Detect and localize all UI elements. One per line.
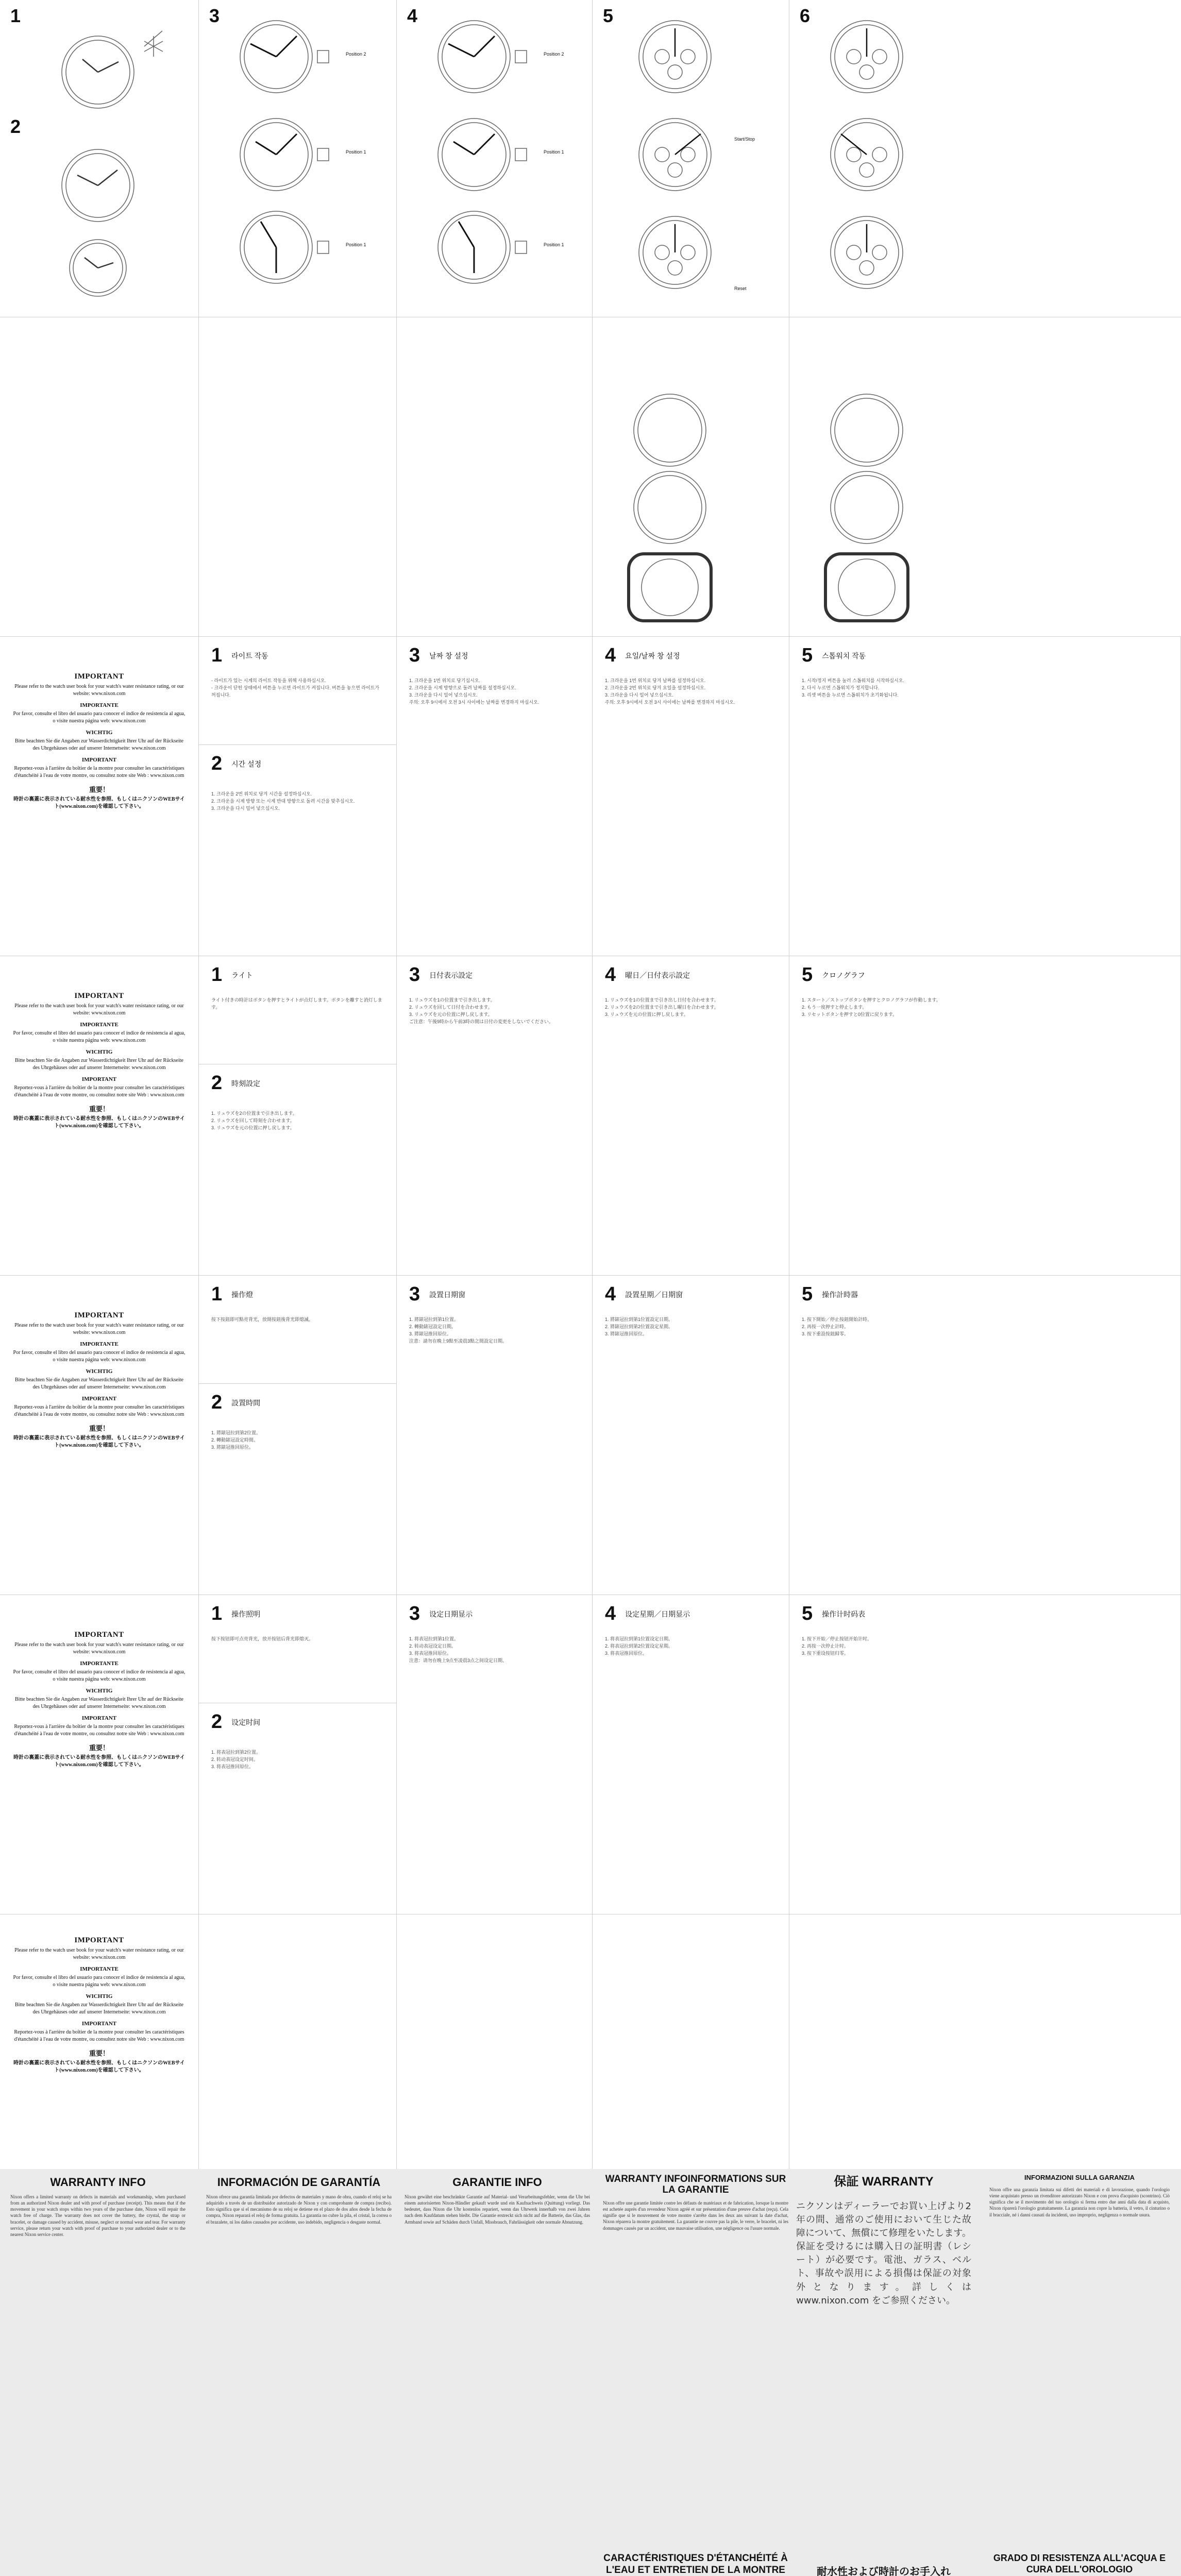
important-es: Por favor, consulte el libro del usuario para conocer el índice de resistencia al agua, o visite nuestra página web: www.nixon.com (13, 1030, 185, 1043)
important-jp: 時計の裏蓋に表示されている耐水性を参照、もしくはニクソンのWEBサイト(www.nixon.com)を確認して下さい。 (13, 2060, 185, 2073)
step-number: 3 (409, 1603, 420, 1624)
important-de-title: WICHTIG (86, 1368, 113, 1375)
important-fr-title: IMPORTANT (81, 1076, 117, 1082)
water-title-it: GRADO DI RESISTENZA ALL'ACQUA E CURA DELL'OROLOGIO (993, 2553, 1166, 2574)
step-header (802, 1283, 1175, 1306)
important-jp: 時計の裏蓋に表示されている耐水性を参照、もしくはニクソンのWEBサイト(www.nixon.com)を確認して下さい。 (13, 1435, 185, 1448)
important-fr-title: IMPORTANT (81, 757, 117, 763)
important-fr-title: IMPORTANT (81, 1396, 117, 1402)
dial-illustrations (810, 15, 975, 304)
empty-col (199, 317, 397, 636)
warranty-text: ニクソンはディーラーでお買い上げより2年の間、通常のご使用において生じた故障について、無償にて修理をいたします。保証を受けるには購入日の証明書（レシート）が必要です。電池、ガラス、ベルト、事故や誤用による損傷は保証の対象外となります。詳しくは www.nixon.com をご参照ください。 (796, 2201, 971, 2306)
position-label: Position 1 (346, 242, 366, 247)
important-block (12, 672, 186, 810)
step-number: 2 (10, 116, 21, 137)
important-col (0, 956, 199, 1275)
important-es-title: IMPORTANTE (80, 1022, 119, 1028)
position-label: Position 1 (346, 149, 366, 155)
col-6-dials (789, 317, 1181, 636)
step-title: 设定日期显示 (429, 1609, 473, 1618)
steps-1-2 (199, 1595, 397, 1914)
step-title: 操作计时码表 (822, 1609, 866, 1618)
step-text: 1. 將錶冠拉到第1位置設定日期。 2. 將錶冠拉到第2位置設定星期。 3. 將錶冠推回原位。 (605, 1317, 673, 1336)
step-title: 设定星期／日期显示 (625, 1609, 690, 1618)
step-title: 라이트 작동 (231, 651, 268, 660)
position-label: Position 1 (544, 149, 564, 155)
important-es-title: IMPORTANTE (80, 1966, 119, 1972)
step-col-3 (397, 956, 593, 1275)
step-number: 3 (409, 645, 420, 666)
dial-illustrations (41, 15, 175, 304)
language-section-chinese_simp (0, 1595, 1181, 1914)
important-title: IMPORTANT (74, 672, 124, 681)
language-section-korean (0, 636, 1181, 956)
important-jp-title: 重要！ (89, 1105, 109, 1113)
step-number: 1 (10, 5, 21, 26)
step-text: 1. 시작/정지 버튼을 눌러 스톱워치를 시작하십시오. 2. 다시 누르면 스톱워치가 정지합니다. 3. 리셋 버튼을 누르면 스톱워치가 초기화됩니다. (802, 678, 904, 698)
important-jp-title: 重要！ (89, 1744, 109, 1752)
step-text: 1. 크라운을 1번 위치로 당기십시오. 2. 크라운을 시계 방향으로 돌려 날짜를 설정하십시오. 3. 크라운을 다시 밀어 넣으십시오. 주의: 오후 9시에서 오전 3시 사이에는 날짜를 변경하지 마십시오. (409, 678, 539, 705)
step-text: 1. 크라운을 2번 위치로 당겨 시간을 설정하십시오. 2. 크라운을 시계 방향 또는 시계 반대 방향으로 돌려 시간을 맞추십시오. 3. 크라운을 다시 밀어 넣으십시오. (211, 791, 355, 811)
important-col (0, 636, 199, 956)
col-5 (593, 0, 789, 317)
important-title: IMPORTANT (74, 1311, 124, 1319)
dial-illustrations (613, 15, 778, 304)
step-header (211, 1072, 391, 1094)
step-text: 1. 按下開始／停止按鈕開始計時。 2. 再按一次停止計時。 3. 按下重設按鈕歸零。 (802, 1317, 872, 1336)
step-text: - 라이트가 있는 시계의 라이트 작동을 위해 사용하십시오. - 크라운이 닫힌 상태에서 버튼을 누르면 라이트가 켜집니다. 버튼을 놓으면 라이트가 꺼집니다. (211, 678, 380, 698)
important-jp: 時計の裏蓋に表示されている耐水性を参照、もしくはニクソンのWEBサイト(www.nixon.com)を確認して下さい。 (13, 796, 185, 809)
col-3 (199, 0, 397, 317)
start-stop-label: Start/Stop (734, 137, 755, 142)
step-header (605, 1603, 784, 1625)
step-number: 5 (603, 5, 614, 26)
steps-1-2 (199, 1275, 397, 1595)
step-header (409, 645, 587, 667)
warranty-title: WARRANTY INFOINFORMATIONS SUR LA GARANTIE (605, 2174, 786, 2195)
important-es-title: IMPORTANTE (80, 702, 119, 708)
step-header (802, 1603, 1175, 1625)
step-number: 4 (605, 645, 616, 666)
step-text: 1. 크라운을 1번 위치로 당겨 날짜를 설정하십시오. 2. 크라운을 2번 위치로 당겨 요일을 설정하십시오. 3. 크라운을 다시 밀어 넣으십시오. 주의: 오후 9시에서 오전 3시 사이에는 날짜를 변경하지 마십시오. (605, 678, 735, 705)
important-de-title: WICHTIG (86, 730, 113, 736)
warranty-text: Nixon offers a limited warranty on defects in materials and workmanship, when purchased from an authorized Nixon dealer and with proof of purchase (receipt). This means that if the movement in your watch stops within two years of the purchase date, Nixon will repair the watch free of charge. The warranty does not cover the battery, the crystal, the strap or bracelet, or damage caused by accident, misuse, neglect or normal wear and tear. For warranty service, please return your watch with proof of purchase to your authorized dealer or to the nearest Nixon service center. (10, 2194, 185, 2237)
step-header (605, 964, 784, 986)
important-block (12, 1311, 186, 1449)
step-header (211, 1392, 391, 1414)
empty-col (789, 1911, 1181, 2169)
step-text: ライト付きの時計はボタンを押すとライトが点灯します。ボタンを離すと消灯します。 (211, 997, 382, 1010)
warranty-text: Nixon gewährt eine beschränkte Garantie auf Material- und Verarbeitungsfehler, wenn die Uhr bei einem autorisierten Nixon-Händler gekauft wurde und ein Kaufnachweis (Quittung) vorliegt. Das bedeutet, dass Nixon die Uhr kostenlos repariert, wenn das Uhrwerk innerhalb von zwei Jahren nach dem Kaufdatum stehen bleibt. Die Garantie erstreckt sich nicht auf die Batterie, das Glas, das Armband sowie auf Schäden durch Unfall, Missbrauch, Fahrlässigkeit oder normale Abnutzung. (404, 2194, 590, 2225)
step-title: 操作計時器 (822, 1290, 858, 1299)
step-number: 2 (211, 753, 223, 774)
step-header (409, 1603, 587, 1625)
important-en: Please refer to the watch user book for your watch's water resistance rating, or our website: www.nixon.com (14, 1947, 184, 1960)
important-de: Bitte beachten Sie die Angaben zur Wasserdichtigkeit Ihrer Uhr auf der Rückseite des Uhrgehäuses oder auf unserer Internetseite: www.nixon.com (15, 1377, 183, 1390)
important-de: Bitte beachten Sie die Angaben zur Wasserdichtigkeit Ihrer Uhr auf der Rückseite des Uhrgehäuses oder auf unserer Internetseite: www.nixon.com (15, 738, 183, 751)
important-es: Por favor, consulte el libro del usuario para conocer el índice de resistencia al agua, o visite nuestra página web: www.nixon.com (13, 1669, 185, 1682)
col-4 (397, 0, 593, 317)
step-header (802, 964, 1175, 986)
step-number: 4 (605, 964, 616, 986)
warranty-title: 保証 WARRANTY (834, 2175, 934, 2189)
step-header (211, 1283, 391, 1306)
step-col-5 (789, 1275, 1181, 1595)
divider (199, 1383, 396, 1384)
warranty-title: GARANTIE INFO (452, 2176, 542, 2189)
warranty-text: Nixon offre une garantie limitée contre les défauts de matériaux et de fabrication, lorsque la montre est achetée auprès d'un revendeur Nixon agréé et sur présentation d'une preuve d'achat (reçu). Cela signifie que si le mouvement de votre montre s'arrête dans les deux ans suivant la date d'achat, Nixon réparera la montre gratuitement. La garantie ne couvre pas la pile, le verre, le bracelet, ni les dommages causés par un accident, une mauvaise utilisation, une négligence ou l'usure normale. (603, 2200, 788, 2231)
important-fr: Reportez-vous à l'arrière du boîtier de la montre pour consulter les caractéristiques d'étanchéité à l'eau de votre montre, ou consultez notre site Web : www.nixon.com (14, 1724, 184, 1737)
step-number: 1 (211, 964, 223, 986)
warranty-title: WARRANTY INFO (50, 2176, 146, 2189)
step-title: 스톱워치 작동 (822, 651, 866, 660)
step-title: クロノグラフ (822, 971, 865, 979)
important-col (0, 1911, 199, 2169)
step-title: 날짜 창 설정 (429, 651, 468, 660)
final-important-row (0, 1911, 1181, 2170)
col-6 (789, 0, 1181, 317)
step-title: 設置日期窗 (429, 1290, 466, 1299)
step-header (211, 964, 391, 986)
empty-col (199, 1911, 397, 2169)
step-number: 1 (211, 1603, 223, 1624)
important-de-title: WICHTIG (86, 1688, 113, 1694)
step-header (802, 645, 1175, 667)
step-number: 4 (605, 1603, 616, 1624)
important-de: Bitte beachten Sie die Angaben zur Wasserdichtigkeit Ihrer Uhr auf der Rückseite des Uhrgehäuses oder auf unserer Internetseite: www.nixon.com (15, 1697, 183, 1709)
step-text: 1. 將錶冠拉到第2位置。 2. 轉動錶冠設定時間。 3. 將錶冠推回原位。 (211, 1430, 261, 1450)
step-number: 1 (211, 645, 223, 666)
warranty-text: Nixon offre una garanzia limitata sui difetti dei materiali e di lavorazione, quando l'orologio viene acquistato presso un rivenditore autorizzato Nixon e con prova d'acquisto (scontrino). Ciò significa che se il movimento del tuo orologio si ferma entro due anni dalla data di acquisto, Nixon riparerà l'orologio gratuitamente. La garanzia non copre la batteria, il vetro, il cinturino o il bracciale, né i danni causati da incidenti, uso improprio, negligenza o normale usura. (989, 2187, 1170, 2217)
step-text: 1. 将表冠拉到第2位置。 2. 转动表冠设定时间。 3. 将表冠推回原位。 (211, 1750, 261, 1769)
step-number: 2 (211, 1711, 223, 1733)
important-title: IMPORTANT (74, 1936, 124, 1944)
step-col-5 (789, 1595, 1181, 1914)
important-fr: Reportez-vous à l'arrière du boîtier de la montre pour consulter les caractéristiques d'étanchéité à l'eau de votre montre, ou consultez notre site Web : www.nixon.com (14, 766, 184, 778)
important-block (12, 1631, 186, 1768)
step-col-4 (593, 636, 789, 956)
important-en: Please refer to the watch user book for your watch's water resistance rating, or our website: www.nixon.com (14, 684, 184, 697)
step-number: 4 (605, 1283, 616, 1305)
important-fr-title: IMPORTANT (81, 1715, 117, 1721)
step-number: 5 (802, 1283, 813, 1305)
divider (199, 744, 396, 745)
important-es: Por favor, consulte el libro del usuario para conocer el índice de resistencia al agua, o visite nuestra página web: www.nixon.com (13, 1350, 185, 1363)
step-number: 3 (209, 5, 220, 26)
step-number: 4 (407, 5, 418, 26)
step-text: 1. リュウズを1の位置まで引き出し日付を合わせます。 2. リュウズを2の位置まで引き出し曜日を合わせます。 3. リュウズを元の位置に押し戻します。 (605, 997, 719, 1017)
warranty-title: INFORMACIÓN DE GARANTÍA (217, 2176, 381, 2189)
step-header (211, 753, 391, 775)
dial-row (0, 0, 1181, 317)
step-text: 1. 按下开始／停止按钮开始计时。 2. 再按一次停止计时。 3. 按下重设按钮归零。 (802, 1636, 872, 1656)
col-1 (0, 0, 199, 317)
empty-col (397, 317, 593, 636)
step-header (605, 1283, 784, 1306)
important-jp-title: 重要！ (89, 1425, 109, 1432)
empty-col (397, 1911, 593, 2169)
step-title: 시간 설정 (231, 759, 262, 768)
step-number: 3 (409, 1283, 420, 1305)
step-number: 1 (211, 1283, 223, 1305)
language-section-japanese (0, 956, 1181, 1276)
step-title: 操作照明 (231, 1609, 261, 1618)
important-fr: Reportez-vous à l'arrière du boîtier de la montre pour consulter les caractéristiques d'étanchéité à l'eau de votre montre, ou consultez notre site Web : www.nixon.com (14, 2029, 184, 2042)
step-text: 1. 将表冠拉到第1位置。 2. 转动表冠设定日期。 3. 将表冠推回原位。 注意：请勿在晚上9点至凌晨3点之间设定日期。 (409, 1636, 508, 1663)
step-header (409, 964, 587, 986)
important-en: Please refer to the watch user book for your watch's water resistance rating, or our website: www.nixon.com (14, 1003, 184, 1016)
step-col-5 (789, 636, 1181, 956)
empty-col (0, 317, 199, 636)
step-title: 設置星期／日期窗 (625, 1290, 683, 1299)
important-fr-title: IMPORTANT (81, 2021, 117, 2027)
chronograph-illustrations (810, 389, 965, 631)
important-de: Bitte beachten Sie die Angaben zur Wasserdichtigkeit Ihrer Uhr auf der Rückseite des Uhrgehäuses oder auf unserer Internetseite: www.nixon.com (15, 1058, 183, 1071)
step-header (211, 1711, 391, 1733)
important-jp-title: 重要！ (89, 786, 109, 793)
important-jp: 時計の裏蓋に表示されている耐水性を参照、もしくはニクソンのWEBサイト(www.nixon.com)を確認して下さい。 (13, 1116, 185, 1129)
step-number: 3 (409, 964, 420, 986)
empty-col (593, 1911, 789, 2169)
warranty-title: INFORMAZIONI SULLA GARANZIA (1024, 2174, 1135, 2181)
step-header (211, 645, 391, 667)
step-col-4 (593, 1275, 789, 1595)
step-header (409, 1283, 587, 1306)
important-title: IMPORTANT (74, 992, 124, 1000)
step-title: 曜日／日付表示設定 (625, 971, 690, 979)
step-title: 요일/날짜 창 설정 (625, 651, 680, 660)
step-number: 5 (802, 645, 813, 666)
step-text: 1. スタート／ストップボタンを押すとクロノグラフが作動します。 2. もう一度押すと停止します。 3. リセットボタンを押すと0位置に戻ります。 (802, 997, 941, 1017)
chronograph-illustrations (613, 389, 768, 631)
step-title: 時刻設定 (231, 1079, 261, 1088)
step-text: 按下按鈕即可點亮背光，放開按鈕後背光即熄滅。 (211, 1317, 314, 1322)
important-es-title: IMPORTANTE (80, 1660, 119, 1667)
important-jp-title: 重要！ (89, 2049, 109, 2057)
step-number: 2 (211, 1072, 223, 1094)
step-title: 操作燈 (231, 1290, 254, 1299)
steps-1-2 (199, 636, 397, 956)
important-es-title: IMPORTANTE (80, 1341, 119, 1347)
dial-illustrations (417, 15, 582, 304)
important-fr: Reportez-vous à l'arrière du boîtier de la montre pour consulter les caractéristiques d'étanchéité à l'eau de votre montre, ou consultez notre site Web : www.nixon.com (14, 1085, 184, 1098)
position-label: Position 2 (346, 52, 366, 57)
important-col (0, 1275, 199, 1595)
important-de: Bitte beachten Sie die Angaben zur Wasserdichtigkeit Ihrer Uhr auf der Rückseite des Uhrgehäuses oder auf unserer Internetseite: www.nixon.com (15, 2002, 183, 2015)
important-en: Please refer to the watch user book for your watch's water resistance rating, or our website: www.nixon.com (14, 1323, 184, 1335)
important-col (0, 1595, 199, 1914)
step-col-5 (789, 956, 1181, 1275)
step-col-3 (397, 1595, 593, 1914)
language-section-chinese_trad (0, 1275, 1181, 1595)
col-5-dials (593, 317, 789, 636)
step-number: 6 (800, 5, 811, 26)
water-title-fr: CARACTÉRISTIQUES D'ÉTANCHÉITÉ À L'EAU ET ENTRETIEN DE LA MONTRE (603, 2553, 788, 2575)
important-fr: Reportez-vous à l'arrière du boîtier de la montre pour consulter les caractéristiques d'étanchéité à l'eau de votre montre, ou consultez notre site Web : www.nixon.com (14, 1404, 184, 1417)
warranty-section (0, 2169, 1181, 2576)
important-es: Por favor, consulte el libro del usuario para conocer el índice de resistencia al agua, o visite nuestra página web: www.nixon.com (13, 1975, 185, 1988)
steps-1-2 (199, 956, 397, 1275)
important-title: IMPORTANT (74, 1631, 124, 1639)
step-text: 1. リュウズを1の位置まで引き出します。 2. リュウズを回して日付を合わせます。 3. リュウズを元の位置に押し戻します。 ご注意：午後9時から午前3時の間は日付の変更をしないでください。 (409, 997, 554, 1024)
position-label: Position 1 (544, 242, 564, 247)
step-title: ライト (231, 971, 253, 979)
step-text: 1. 將錶冠拉到第1位置。 2. 轉動錶冠設定日期。 3. 將錶冠推回原位。 注意：請勿在晚上9點至凌晨3點之間設定日期。 (409, 1317, 508, 1344)
water-title-jp: 耐水性および時計のお手入れ (817, 2566, 951, 2576)
position-label: Position 2 (544, 52, 564, 57)
important-block (12, 992, 186, 1129)
step-title: 设定时间 (231, 1718, 261, 1726)
step-header (211, 1603, 391, 1625)
step-col-3 (397, 1275, 593, 1595)
warranty-text: Nixon ofrece una garantía limitada por defectos de materiales y mano de obra, cuando el reloj se ha adquirido a través de un distribuidor autorizado de Nixon y con comprobante de compra (recibo). Esto significa que si el mecanismo de su reloj se detiene en el plazo de dos años desde la fecha de compra, Nixon reparará el reloj de forma gratuita. La garantía no cubre la pila, el cristal, la correa o el brazalete, ni los daños causados por accidente, uso indebido, negligencia o desgaste normal. (206, 2194, 392, 2225)
step-text: 1. リュウズを2の位置まで引き出します。 2. リュウズを回して時刻を合わせます。 3. リュウズを元の位置に押し戻します。 (211, 1111, 297, 1130)
step-title: 設置時間 (231, 1398, 261, 1407)
reset-label: Reset (734, 286, 747, 291)
important-en: Please refer to the watch user book for your watch's water resistance rating, or our website: www.nixon.com (14, 1642, 184, 1655)
step-col-4 (593, 956, 789, 1275)
dial-illustrations (220, 15, 384, 304)
step-header (605, 645, 784, 667)
important-de-title: WICHTIG (86, 1993, 113, 1999)
important-jp: 時計の裏蓋に表示されている耐水性を参照、もしくはニクソンのWEBサイト(www.nixon.com)を確認して下さい。 (13, 1755, 185, 1768)
step-number: 5 (802, 964, 813, 986)
important-de-title: WICHTIG (86, 1049, 113, 1055)
step-col-4 (593, 1595, 789, 1914)
step-number: 2 (211, 1392, 223, 1413)
important-block (12, 1936, 186, 2074)
step-number: 5 (802, 1603, 813, 1624)
important-es: Por favor, consulte el libro del usuario para conocer el índice de resistencia al agua, o visite nuestra página web: www.nixon.com (13, 711, 185, 724)
step-title: 日付表示設定 (429, 971, 473, 979)
step-text: 按下按钮即可点亮背光，放开按钮后背光即熄灭。 (211, 1636, 314, 1641)
step-col-3 (397, 636, 593, 956)
step-text: 1. 将表冠拉到第1位置设定日期。 2. 将表冠拉到第2位置设定星期。 3. 将表冠推回原位。 (605, 1636, 673, 1656)
dial-row-2 (0, 317, 1181, 637)
